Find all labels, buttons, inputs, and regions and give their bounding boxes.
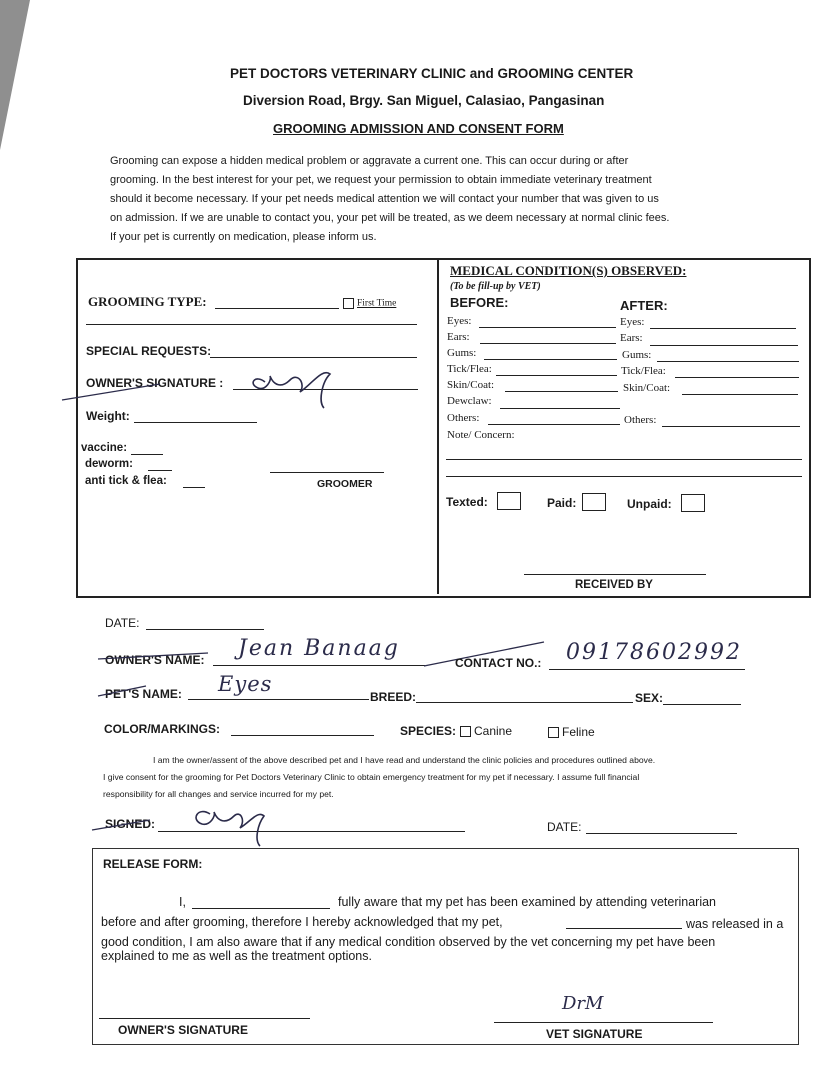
- gums-after-field[interactable]: [657, 361, 799, 362]
- signed-date-label: DATE:: [547, 820, 582, 834]
- others-after-label: Others:: [624, 414, 657, 426]
- canine-label: Canine: [474, 724, 513, 738]
- scan-corner-shadow: [0, 0, 30, 150]
- others-before-field[interactable]: [488, 424, 620, 425]
- ears-before-field[interactable]: [480, 343, 616, 344]
- weight-field[interactable]: [134, 422, 257, 423]
- signed-scribble: [90, 800, 270, 850]
- sex-label: SEX:: [635, 691, 664, 705]
- checkbox-icon: [343, 298, 354, 309]
- after-heading: AFTER:: [620, 298, 668, 313]
- pet-name-label: PET'S NAME:: [105, 687, 182, 701]
- weight-label: Weight:: [86, 409, 130, 423]
- date-label: DATE:: [105, 616, 140, 630]
- checkbox-icon: [460, 726, 471, 737]
- vaccine-label: vaccine:: [81, 442, 128, 454]
- gums-after-label: Gums:: [622, 349, 652, 361]
- pet-name-handwriting: Eyes: [218, 672, 273, 696]
- gums-before-label: Gums:: [447, 347, 477, 359]
- intro-paragraph: [110, 152, 669, 247]
- special-requests-field[interactable]: [210, 357, 417, 358]
- texted-label: Texted:: [446, 495, 488, 509]
- contact-no-handwriting: 09178602992: [566, 640, 742, 665]
- dewclaw-field[interactable]: [500, 408, 620, 409]
- release-owner-signature-label: OWNER'S SIGNATURE: [118, 1023, 248, 1037]
- color-markings-field[interactable]: [231, 735, 374, 736]
- consent-paragraph: [103, 752, 655, 803]
- unpaid-label: Unpaid:: [627, 497, 672, 511]
- consent-line: I give consent for the grooming for Pet Doctors Veterinary Clinic to obtain emergency treatment for my pet if necessary. I assume full financial: [103, 772, 640, 782]
- first-time-label: First Time: [357, 298, 397, 309]
- vaccine-field[interactable]: [131, 454, 163, 455]
- grooming-type-field[interactable]: [215, 308, 339, 309]
- owner-name-strike: [96, 645, 226, 665]
- received-by-label: RECEIVED BY: [575, 579, 653, 591]
- received-by-signature-field[interactable]: [524, 574, 706, 575]
- form-title: GROOMING ADMISSION AND CONSENT FORM: [273, 121, 564, 136]
- species-label: SPECIES:: [400, 724, 457, 738]
- ears-after-field[interactable]: [650, 345, 798, 346]
- intro-line: should it become necessary. If your pet needs medical attention we will contact your number that was given to us: [110, 193, 659, 205]
- tick-flea-before-label: Tick/Flea:: [447, 363, 492, 375]
- eyes-before-label: Eyes:: [447, 315, 472, 327]
- vet-initials-handwriting: DrM: [562, 993, 604, 1014]
- release-line-2a: before and after grooming, therefore I hereby acknowledged that my pet,: [101, 915, 503, 929]
- tick-flea-after-field[interactable]: [675, 377, 799, 378]
- unpaid-checkbox[interactable]: [681, 494, 705, 512]
- anti-tick-field[interactable]: [183, 487, 205, 488]
- date-field[interactable]: [146, 629, 264, 630]
- eyes-after-label: Eyes:: [620, 316, 645, 328]
- skin-coat-after-label: Skin/Coat:: [623, 382, 671, 394]
- release-owner-name-field[interactable]: [192, 908, 330, 909]
- note-concern-label: Note/ Concern:: [447, 429, 515, 441]
- checkbox-icon: [548, 727, 559, 738]
- contact-no-label: CONTACT NO.:: [455, 656, 542, 670]
- contact-no-field[interactable]: [549, 669, 745, 670]
- grooming-type-extra-line[interactable]: [86, 324, 417, 325]
- ears-after-label: Ears:: [620, 332, 643, 344]
- signed-date-field[interactable]: [586, 833, 737, 834]
- paid-label: Paid:: [547, 496, 577, 510]
- release-line-2b: was released in a: [686, 917, 784, 931]
- anti-tick-label: anti tick & flea:: [85, 475, 167, 487]
- owner-name-handwriting: Jean Banaag: [238, 636, 400, 661]
- first-time-checkbox[interactable]: [343, 298, 396, 309]
- breed-label: BREED:: [370, 690, 417, 704]
- release-line-3: good condition, I am also aware that if any medical condition observed by the vet concerning my pet have been: [101, 935, 716, 949]
- groomer-label: GROOMER: [317, 478, 373, 490]
- eyes-after-field[interactable]: [650, 328, 796, 329]
- deworm-field[interactable]: [148, 470, 172, 471]
- others-before-label: Others:: [447, 412, 480, 424]
- owner-name-field[interactable]: [213, 665, 425, 666]
- release-line-1: fully aware that my pet has been examined by attending veterinarian: [338, 895, 717, 909]
- consent-line: I am the owner/assent of the above described pet and I have read and understand the clinic policies and procedures outlined above.: [153, 755, 656, 765]
- ears-before-label: Ears:: [447, 331, 470, 343]
- owner-signature-label: OWNER'S SIGNATURE :: [86, 376, 224, 390]
- note-line-1[interactable]: [446, 459, 802, 460]
- texted-checkbox[interactable]: [497, 492, 521, 510]
- feline-label: Feline: [562, 725, 595, 739]
- feline-option[interactable]: [548, 725, 595, 739]
- gums-before-field[interactable]: [484, 359, 617, 360]
- others-after-field[interactable]: [662, 426, 800, 427]
- signed-label: SIGNED:: [105, 817, 156, 831]
- box-divider: [437, 258, 439, 594]
- medical-condition-title: MEDICAL CONDITION(S) OBSERVED:: [450, 263, 687, 278]
- intro-line: If your pet is currently on medication, please inform us.: [110, 231, 377, 243]
- deworm-label: deworm:: [85, 458, 133, 470]
- owner-signature-scribble: [60, 362, 360, 412]
- grooming-type-label: GROOMING TYPE:: [88, 294, 207, 309]
- skin-coat-before-label: Skin/Coat:: [447, 379, 495, 391]
- canine-option[interactable]: [460, 724, 512, 738]
- groomer-signature-field[interactable]: [270, 472, 384, 473]
- eyes-before-field[interactable]: [479, 327, 616, 328]
- before-heading: BEFORE:: [450, 295, 509, 310]
- release-pet-name-field[interactable]: [566, 928, 682, 929]
- intro-line: on admission. If we are unable to contact you, your pet will be treated, as we deem necessary at normal clinic fees.: [110, 212, 670, 224]
- clinic-name: PET DOCTORS VETERINARY CLINIC and GROOMING CENTER: [230, 66, 634, 81]
- color-markings-label: COLOR/MARKINGS:: [104, 722, 220, 736]
- sex-field[interactable]: [663, 704, 741, 705]
- skin-coat-before-field[interactable]: [505, 391, 618, 392]
- owner-name-label: OWNER'S NAME:: [105, 653, 205, 667]
- release-owner-signature-field[interactable]: [99, 1018, 310, 1019]
- consent-line: responsibility for all changes and service incurred for my pet.: [103, 789, 334, 799]
- tick-flea-before-field[interactable]: [496, 375, 617, 376]
- vet-signature-field[interactable]: [494, 1022, 713, 1023]
- special-requests-label: SPECIAL REQUESTS:: [86, 344, 212, 358]
- intro-line: grooming. In the best interest for your pet, we request your permission to obtain immediate veterinary treatment: [110, 174, 652, 186]
- clinic-address: Diversion Road, Brgy. San Miguel, Calasiao, Pangasinan: [243, 93, 605, 108]
- release-form-title: RELEASE FORM:: [103, 857, 203, 871]
- release-i-label: I,: [179, 895, 186, 909]
- pet-name-field[interactable]: [188, 699, 369, 700]
- vet-signature-label: VET SIGNATURE: [546, 1027, 643, 1041]
- dewclaw-label: Dewclaw:: [447, 395, 492, 407]
- breed-field[interactable]: [416, 702, 633, 703]
- pet-name-strike: [96, 680, 156, 700]
- vet-subtitle: (To be fill-up by VET): [450, 281, 541, 292]
- release-line-4: explained to me as well as the treatment options.: [101, 949, 372, 963]
- paid-checkbox[interactable]: [582, 493, 606, 511]
- intro-line: Grooming can expose a hidden medical problem or aggravate a current one. This can occur during or after: [110, 155, 629, 167]
- tick-flea-after-label: Tick/Flea:: [621, 365, 666, 377]
- note-line-2[interactable]: [446, 476, 802, 477]
- skin-coat-after-field[interactable]: [682, 394, 798, 395]
